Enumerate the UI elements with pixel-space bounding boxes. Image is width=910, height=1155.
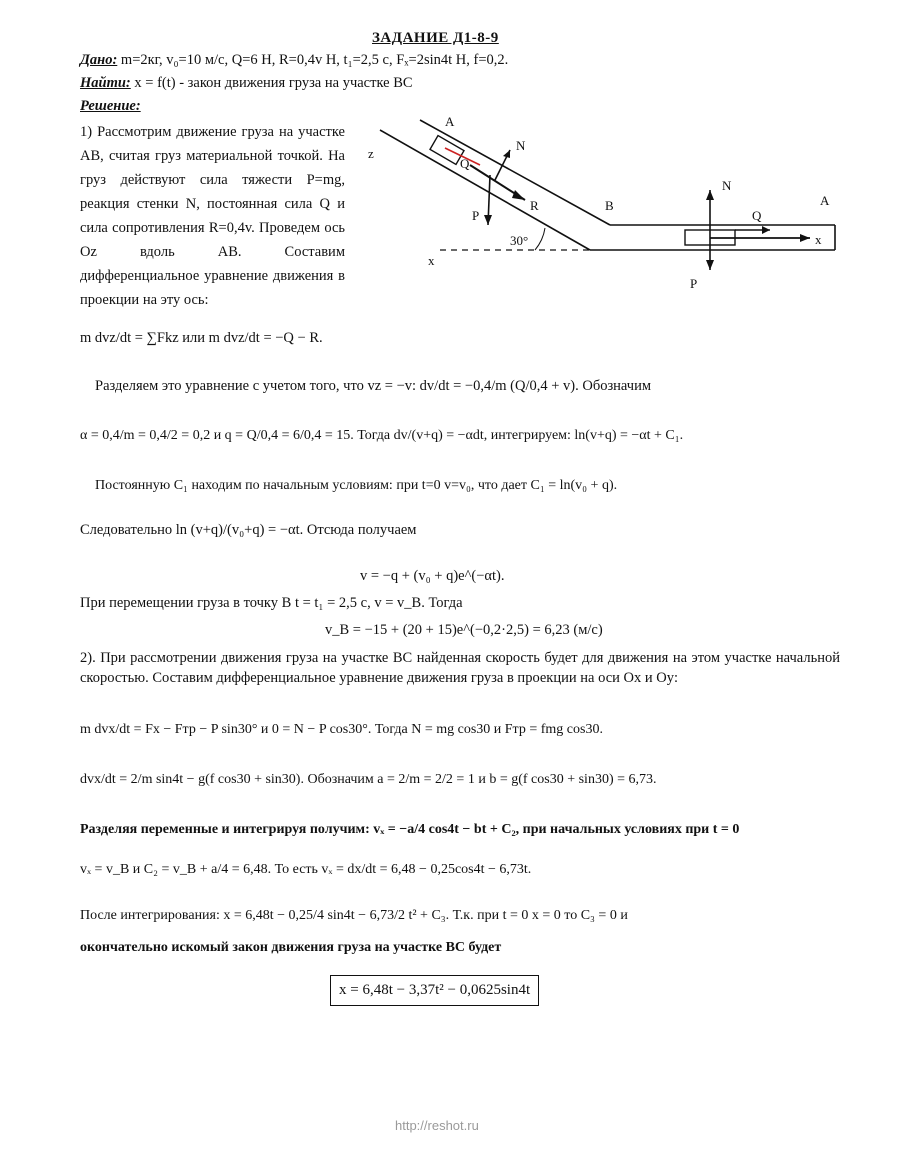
final-answer-box: x = 6,48t − 3,37t² − 0,0625sin4t	[330, 975, 539, 1006]
given-label: Дано:	[80, 52, 118, 68]
solution-label: Решение:	[80, 98, 141, 114]
find-text: x = f(t) - закон движения груза на участке BC	[134, 75, 413, 91]
task-title: ЗАДАНИЕ Д1-8-9	[372, 30, 499, 46]
label-a-right: A	[820, 193, 830, 208]
find-label: Найти:	[80, 75, 131, 91]
watermark-url[interactable]: http://reshot.ru	[395, 1118, 479, 1133]
eq-motion-ab: m dvz/dt = ∑Fkz или m dvz/dt = −Q − R.	[80, 330, 323, 346]
separation-line: Разделяем это уравнение с учетом того, что vz = −v: dv/dt = −0,4/m (Q/0,4 + v). Обозначим	[95, 378, 652, 394]
label-q2: Q	[752, 208, 762, 223]
final-law-line: окончательно искомый закон движения груза на участке BC будет	[80, 940, 502, 955]
label-r: R	[530, 198, 539, 213]
after-integration-line: После интегрирования: x = 6,48t − 0,25/4 sin4t − 6,73/2 t² + C₃. Т.к. при t = 0 x = 0 то C₃ = 0 и	[80, 908, 628, 923]
integration-line: Разделяя переменные и интегрируя получим: vₓ = −a/4 cos4t − bt + C₂, при начальных условиях при t = 0	[80, 822, 740, 837]
label-p: P	[472, 208, 480, 223]
v-b-result: v_B = −15 + (20 + 15)e^(−0,2·2,5) = 6,23 (м/с)	[325, 622, 603, 638]
v-of-t-equation: v = −q + (v₀ + q)e^(−αt).	[360, 568, 505, 584]
label-x: x	[815, 232, 822, 247]
eq-bc-reduced: dvx/dt = 2/m sin4t − g(f cos30 + sin30). Обозначим a = 2/m = 2/2 = 1 и b = g(f cos30 + sin30) = 6,73.	[80, 772, 657, 787]
label-z: z	[368, 146, 374, 161]
part2-paragraph: 2). При рассмотрении движения груза на участке BC найденная скорость будет для движения на этом участке начальной скоростью. Составим дифференциальное уравнение движения груза в проекции на оси Ox и Oy:	[80, 650, 840, 686]
given-text: m=2кг, v₀=10 м/с, Q=6 Н, R=0,4v Н, t₁=2,5 с, Fₓ=2sin4t Н, f=0,2.	[120, 52, 509, 68]
incline-diagram	[360, 110, 840, 300]
label-a-top: A	[445, 114, 455, 129]
find-line	[80, 75, 413, 92]
notation-line: α = 0,4/m = 0,4/2 = 0,2 и q = Q/0,4 = 6/0,4 = 15. Тогда dv/(v+q) = −αdt, интегрируем: ln(v+q) = −αt + C₁.	[80, 428, 684, 443]
label-x-left: x	[428, 253, 435, 268]
label-angle: 30°	[510, 233, 529, 248]
label-p2: P	[690, 276, 698, 291]
given-line	[80, 52, 508, 69]
c2-line: vₓ = v_B и C₂ = v_B + a/4 = 6,48. То есть vₓ = dx/dt = 6,48 − 0,25cos4t − 6,73t.	[80, 862, 532, 877]
part1-paragraph: 1) Рассмотрим движение груза на участке AB, считая груз материальной точкой. На груз действуют сила тяжести P=mg, реакция стенки N, постоянная сила Q и сила сопротивления R=0,4v. Проведем ось Oz вдоль AB. Составим дифференциальное уравнение движения в проекции на эту ось:	[80, 124, 345, 308]
label-b: B	[605, 198, 614, 213]
consequently-line: Следовательно ln (v+q)/(v₀+q) = −αt. Отсюда получаем	[80, 522, 417, 538]
label-n: N	[516, 138, 526, 153]
point-b-line: При перемещении груза в точку B t = t₁ = 2,5 c, v = v_B. Тогда	[80, 595, 463, 611]
label-n2: N	[722, 178, 732, 193]
eq-bc-x: m dvx/dt = Fx − Fтр − P sin30° и 0 = N − P cos30°. Тогда N = mg cos30 и Fтр = fmg cos30.	[80, 722, 603, 737]
label-q: Q	[460, 156, 470, 171]
constant-line: Постоянную C₁ находим по начальным условиям: при t=0 v=v₀, что дает C₁ = ln(v₀ + q).	[95, 478, 618, 493]
